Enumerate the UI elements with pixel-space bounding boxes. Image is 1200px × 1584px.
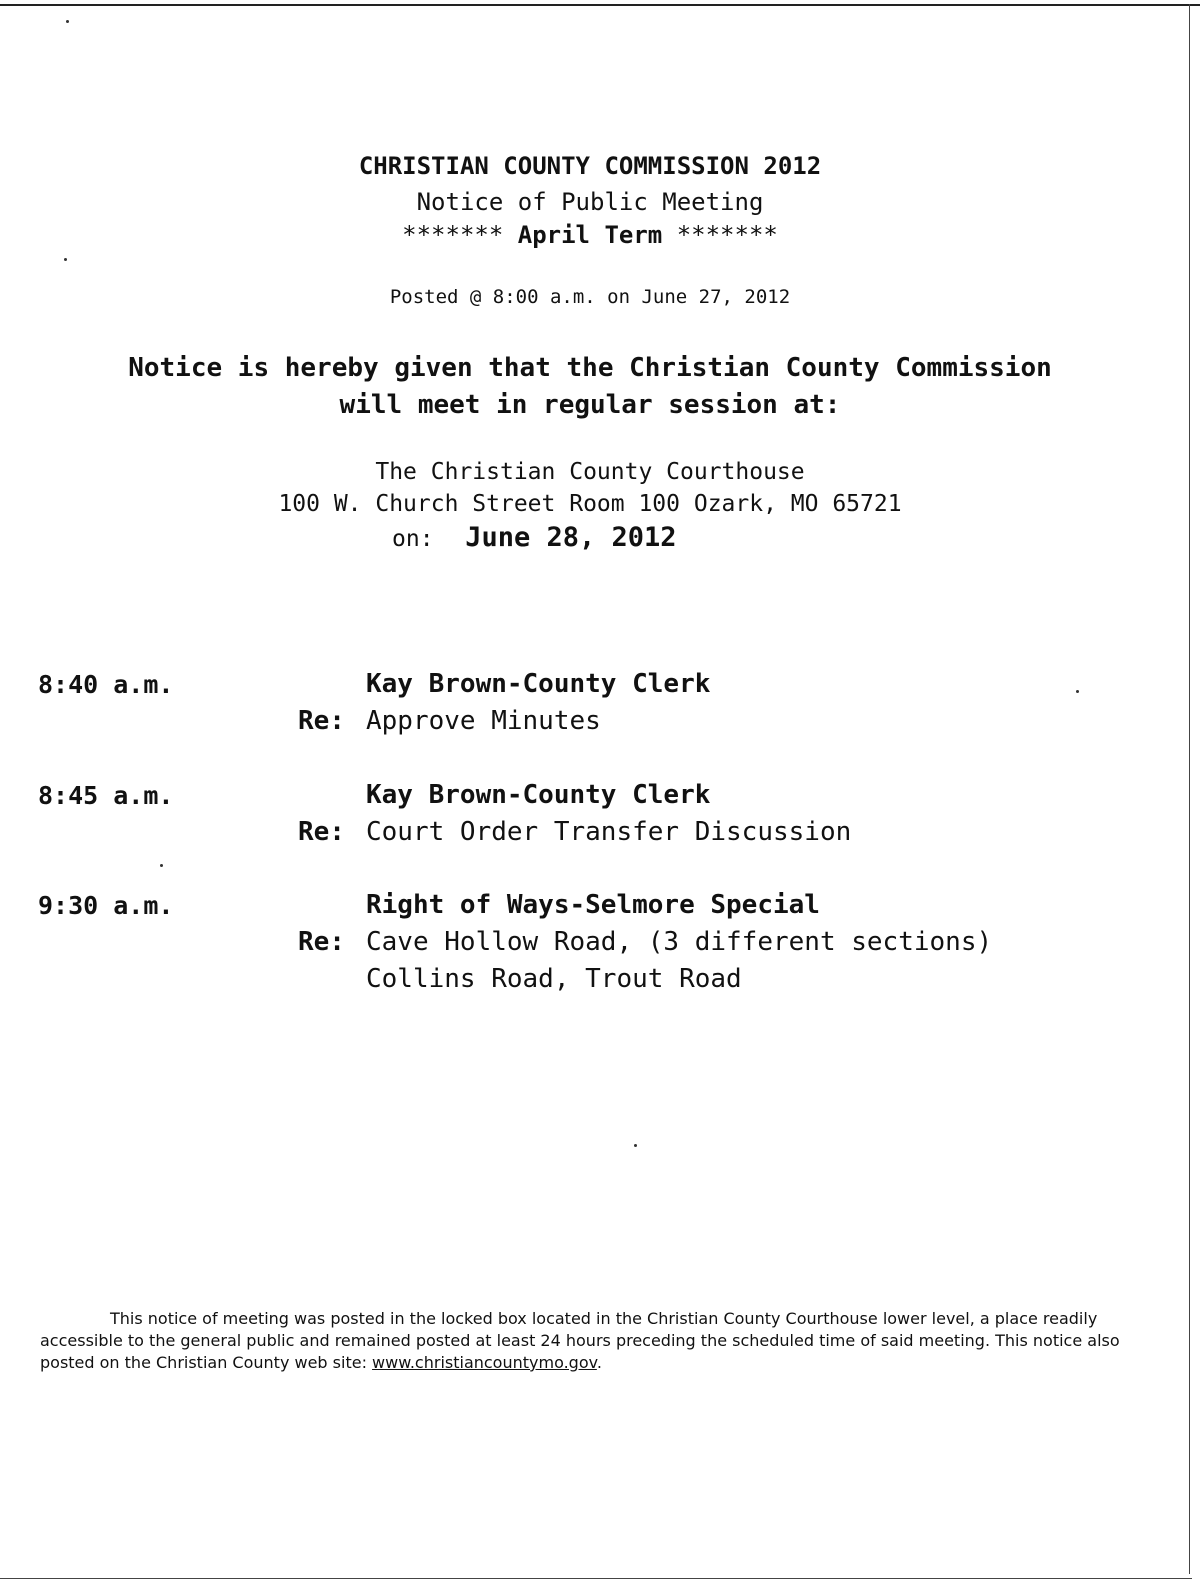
agenda-item-re-label: Re: (298, 927, 345, 957)
agenda-item-time: 8:40 a.m. (38, 670, 174, 699)
meeting-date-label: on: (392, 526, 434, 552)
location-address: 100 W. Church Street Room 100 Ozark, MO 65721 (278, 491, 902, 517)
agenda-item-subject: Court Order Transfer Discussion (366, 817, 852, 847)
notice-statement (0, 350, 1180, 424)
term-name: April Term (517, 221, 663, 249)
meeting-date-row (392, 522, 677, 553)
page-border-right (1189, 4, 1190, 1574)
term-suffix: ******* (676, 221, 778, 249)
scan-speck (64, 258, 67, 261)
agenda-item-subject: Approve Minutes (366, 706, 601, 736)
posting-footnote (40, 1308, 1140, 1374)
agenda-item-re-label: Re: (298, 817, 345, 847)
scan-speck (160, 864, 163, 867)
page-border-top (0, 4, 1200, 6)
agenda-item-subject: Cave Hollow Road, (3 different sections) (366, 927, 993, 957)
scan-speck (634, 1144, 637, 1147)
footnote-text: This notice of meeting was posted in the locked box located in the Christian County Courthouse lower level, a place readily accessible to the general public and remained posted at least 24 hours preceding the scheduled time of said meeting. This notice also posted on the Christian County web site: (40, 1309, 1120, 1372)
agenda-item-time: 8:45 a.m. (38, 781, 174, 810)
agenda-item-presenter: Right of Ways-Selmore Special (366, 890, 820, 920)
meeting-date: June 28, 2012 (465, 522, 677, 553)
footnote-end: . (596, 1353, 602, 1372)
scan-speck (66, 20, 69, 23)
agenda-item-presenter: Kay Brown-County Clerk (366, 780, 711, 810)
document-subtitle: Notice of Public Meeting (416, 188, 764, 216)
posted-timestamp: Posted @ 8:00 a.m. on June 27, 2012 (389, 286, 791, 308)
agenda-item-re-label: Re: (298, 706, 345, 736)
county-website-link[interactable]: www.christiancountymo.gov (372, 1353, 597, 1372)
meeting-location (0, 456, 1180, 520)
document-title: CHRISTIAN COUNTY COMMISSION 2012 (358, 152, 822, 180)
posting-footnote-paragraph (40, 1308, 1140, 1374)
notice-line-2: will meet in regular session at: (339, 390, 841, 420)
location-building: The Christian County Courthouse (375, 459, 805, 485)
agenda-item-time: 9:30 a.m. (38, 891, 174, 920)
agenda-item-presenter: Kay Brown-County Clerk (366, 669, 711, 699)
notice-line-1: Notice is hereby given that the Christian County Commission (128, 353, 1052, 383)
scan-speck (1076, 690, 1079, 693)
agenda-item-subject-continued: Collins Road, Trout Road (366, 964, 742, 994)
page-border-bottom (0, 1578, 1192, 1579)
term-line (0, 221, 1180, 249)
term-prefix: ******* (402, 221, 504, 249)
